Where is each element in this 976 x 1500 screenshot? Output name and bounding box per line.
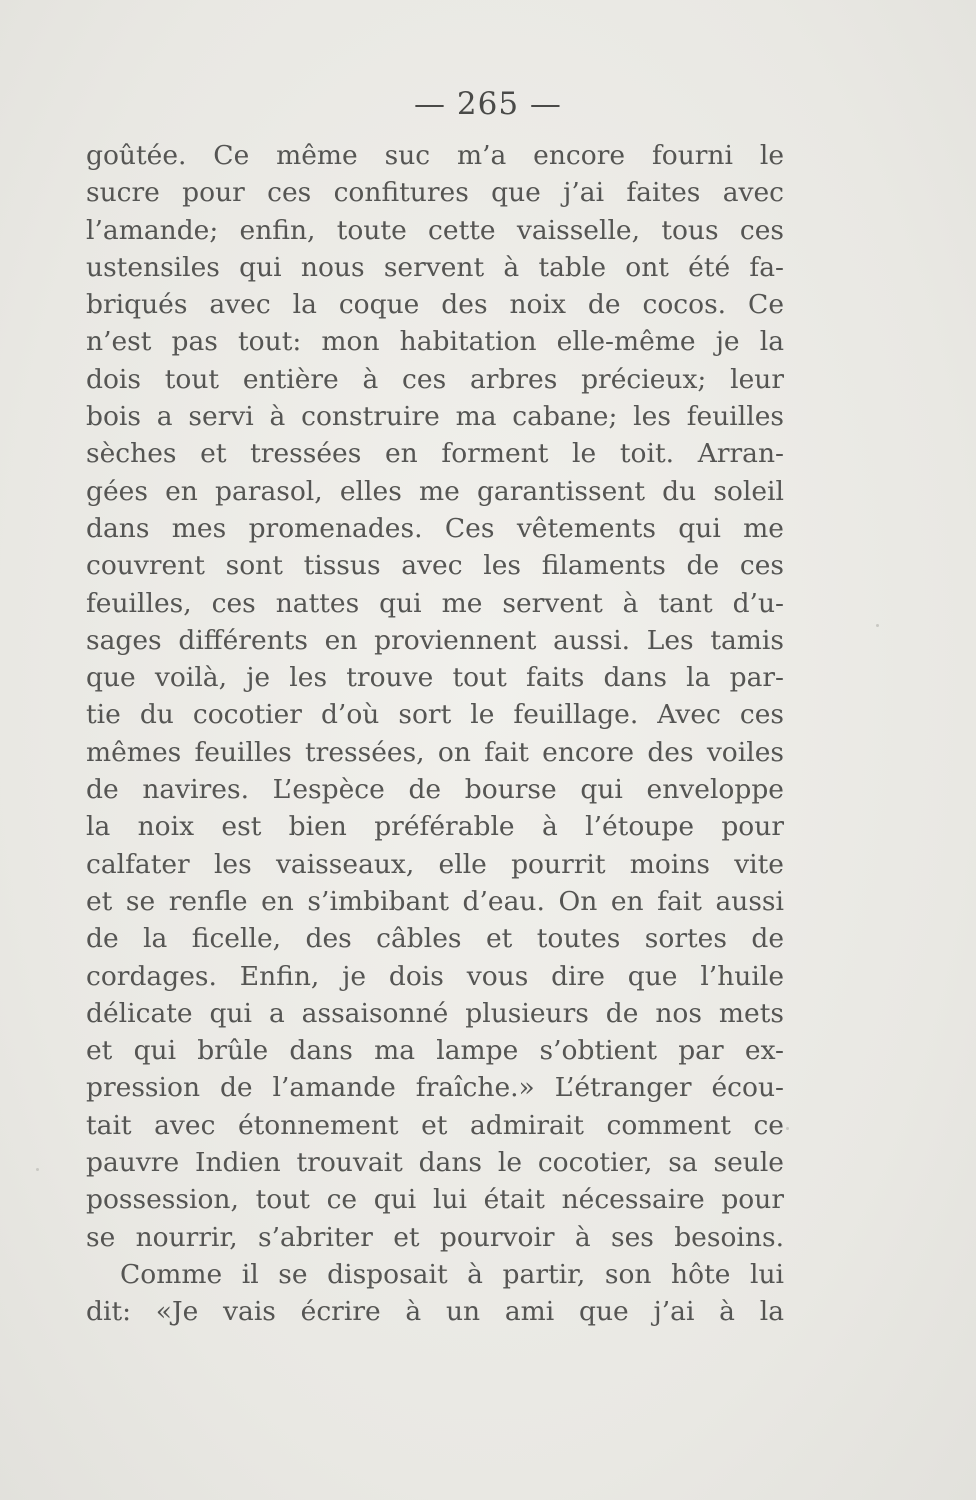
text-line: l’amande; enfin, toute cette vaisselle, tous ces [86,214,784,246]
paper-speck [786,1127,789,1130]
text-line: goûtée. Ce même suc m’a encore fourni le [86,140,784,171]
text-line: la noix est bien préférable à l’étoupe pour [86,811,784,843]
page-number: — 265 — [414,86,562,122]
text-line: dit: «Je vais écrire à un ami que j’ai à la [86,1296,784,1328]
paper-speck [876,624,879,627]
text-line: dans mes promenades. Ces vêtements qui me [86,512,784,544]
text-line: cordages. Enfin, je dois vous dire que l’huile [86,960,784,992]
paper-speck [36,1168,39,1171]
text-line: sèches et tressées en forment le toit. Arran- [86,438,784,470]
text-line: de la ficelle, des câbles et toutes sortes de [86,923,784,955]
text-line: feuilles, ces nattes qui me servent à tant d’u- [86,587,784,619]
text-line: couvrent sont tissus avec les filaments de ces [86,550,784,582]
text-line: pression de l’amande fraîche.» L’étranger écou- [86,1072,784,1104]
text-line: possession, tout ce qui lui était nécessaire pour [86,1184,784,1216]
text-line: mêmes feuilles tressées, on fait encore des voiles [86,736,784,768]
text-line: n’est pas tout: mon habitation elle-même je la [86,326,784,358]
text-line: et se renfle en s’imbibant d’eau. On en fait aussi [86,885,784,917]
text-line: de navires. L’espèce de bourse qui enveloppe [86,774,784,806]
text-line: gées en parasol, elles me garantissent du soleil [86,475,784,507]
text-line: sages différents en proviennent aussi. Les tamis [86,624,784,656]
text-line: pauvre Indien trouvait dans le cocotier, sa seule [86,1147,784,1179]
body-text [86,137,784,1331]
text-line: sucre pour ces confitures que j’ai faites avec [86,177,784,209]
text-line: bois a servi à construire ma cabane; les feuilles [86,401,784,433]
paragraph-first-line: Comme il se disposait à partir, son hôte lui [120,1258,784,1290]
text-line: tait avec étonnement et admirait comment ce [86,1109,784,1141]
text-line: calfater les vaisseaux, elle pourrit moins vite [86,848,784,880]
paragraph-last-line: se nourrir, s’abriter et pourvoir à ses besoins. [86,1221,784,1253]
text-line: que voilà, je les trouve tout faits dans la par- [86,662,784,694]
text-line: et qui brûle dans ma lampe s’obtient par ex- [86,1035,784,1067]
text-line: délicate qui a assaisonné plusieurs de nos mets [86,997,784,1029]
text-line: dois tout entière à ces arbres précieux; leur [86,363,784,395]
text-line: briqués avec la coque des noix de cocos. Ce [86,289,784,321]
text-line: tie du cocotier d’où sort le feuillage. Avec ces [86,699,784,731]
text-line: ustensiles qui nous servent à table ont été fa- [86,251,784,283]
